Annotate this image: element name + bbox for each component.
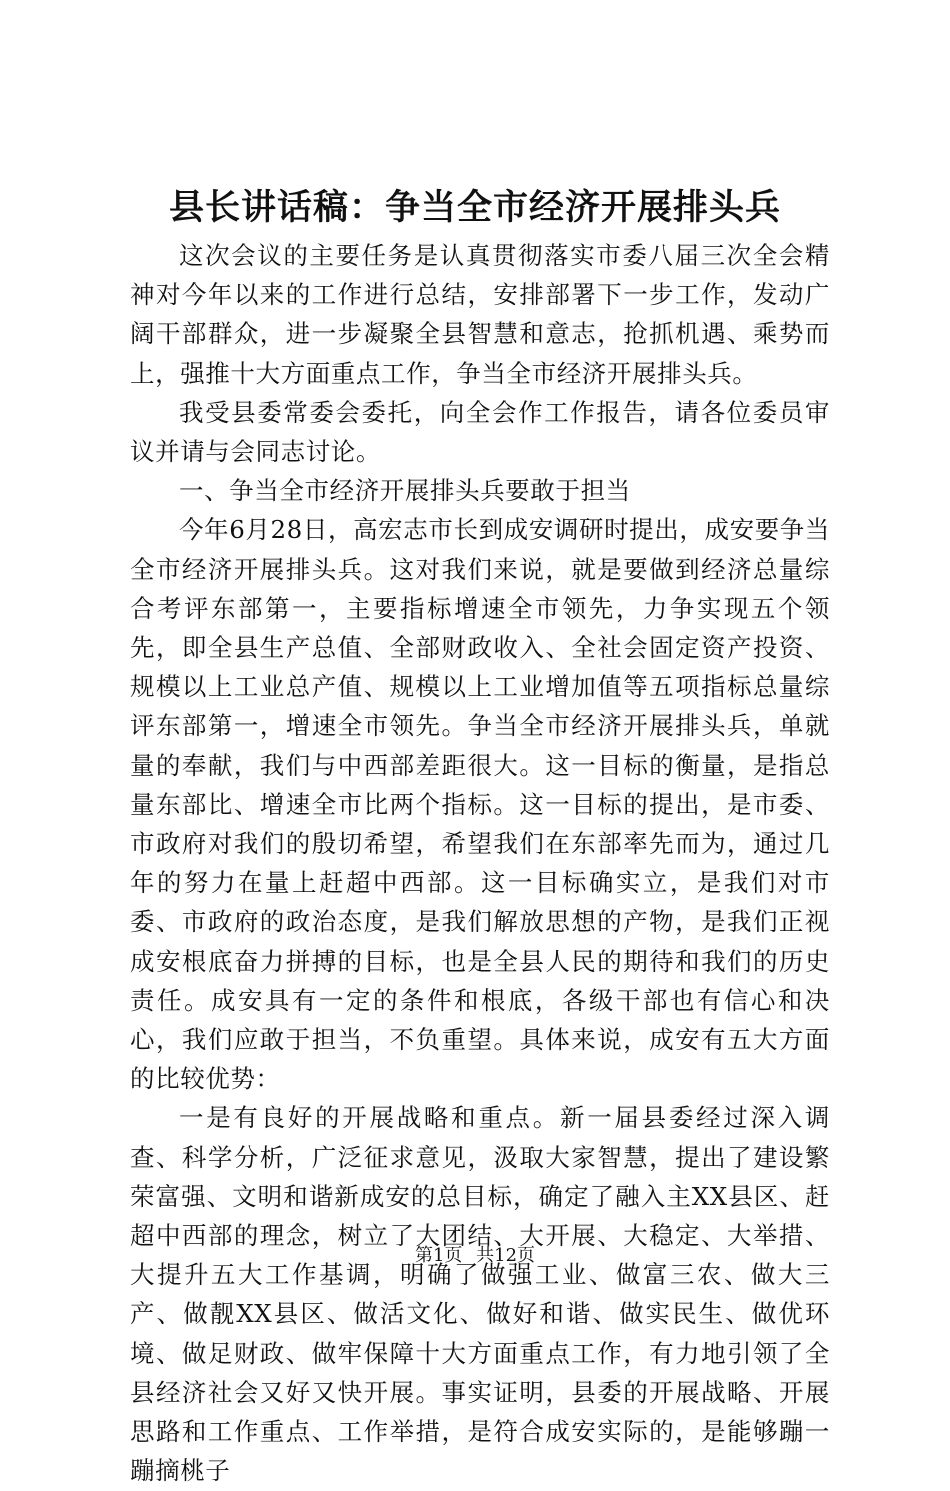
document-body: [130, 236, 830, 1491]
paragraph-report: 我受县委常委会委托，向全会作工作报告，请各位委员审议并请与会同志讨论。: [130, 397, 830, 467]
page-footer: [0, 1244, 950, 1268]
paragraph-intro: 这次会议的主要任务是认真贯彻落实市委八届三次全会精神对今年以来的工作进行总结，安排部署下一步工作，发动广阔干部群众，进一步凝聚全县智慧和意志，抢抓机遇、乘势而上，强推十大方面重点工作，争当全市经济开展排头兵。: [130, 241, 830, 388]
paragraph-goal: 今年6月28日，高宏志市长到成安调研时提出，成安要争当全市经济开展排头兵。这对我们来说，就是要做到经济总量综合考评东部第一，主要指标增速全市领先，力争实现五个领先，即全县生产总值、全部财政收入、全社会固定资产投资、规模以上工业总产值、规模以上工业增加值等五项指标总量综评东部第一，增速全市领先。争当全市经济开展排头兵，单就量的奉献，我们与中西部差距很大。这一目标的衡量，是指总量东部比、增速全市比两个指标。这一目标的提出，是市委、市政府对我们的殷切希望，希望我们在东部率先而为，通过几年的努力在量上赶超中西部。这一目标确实立，是我们对市委、市政府的政治态度，是我们解放思想的产物，是我们正视成安根底奋力拼搏的目标，也是全县人民的期待和我们的历史责任。成安具有一定的条件和根底，各级干部也有信心和决心，我们应敢于担当，不负重望。具体来说，成安有五大方面的比较优势：: [130, 515, 830, 1094]
section-heading-1: 一、争当全市经济开展排头兵要敢于担当: [179, 476, 631, 506]
document-title: 县长讲话稿：争当全市经济开展排头兵: [168, 188, 781, 228]
page-total: 共12页: [476, 1245, 536, 1266]
page-number: 第1页: [414, 1245, 463, 1266]
paragraph-advantage-1: 一是有良好的开展战略和重点。新一届县委经过深入调查、科学分析，广泛征求意见，汲取大家智慧，提出了建设繁荣富强、文明和谐新成安的总目标，确定了融入主XX县区、赶超中西部的理念，树立了大团结、大开展、大稳定、大举措、大提升五大工作基调，明确了做强工业、做富三农、做大三产、做靓XX县区、做活文化、做好和谐、做实民生、做优环境、做足财政、做牢保障十大方面重点工作，有力地引领了全县经济社会又好又快开展。事实证明，县委的开展战略、开展思路和工作重点、工作举措，是符合成安实际的，是能够蹦一蹦摘桃子: [130, 1103, 830, 1486]
